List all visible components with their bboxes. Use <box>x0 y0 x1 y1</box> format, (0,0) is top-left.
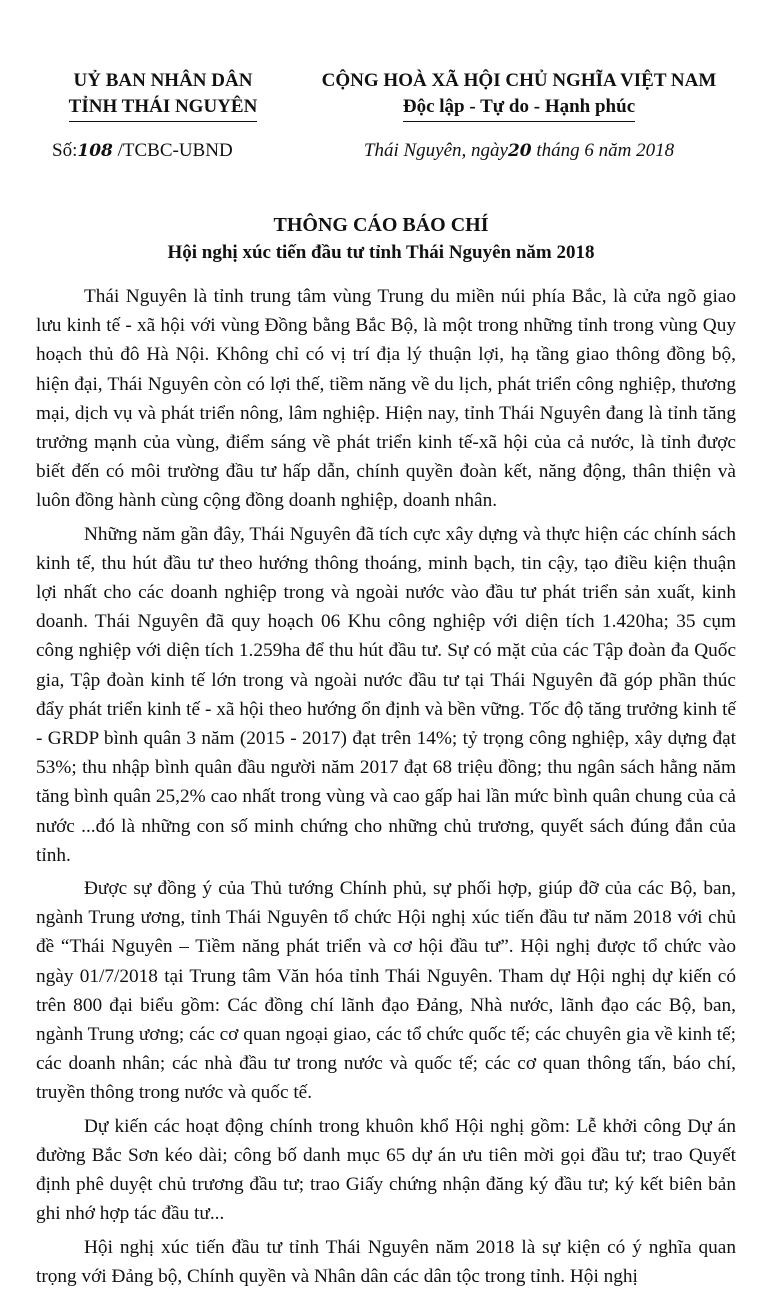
date-before: Thái Nguyên, ngày <box>363 140 508 161</box>
body-paragraph: Thái Nguyên là tỉnh trung tâm vùng Trung du miền núi phía Bắc, là cửa ngõ giao lưu kinh tế - xã hội với vùng Đồng bằng Bắc Bộ, là một trong những tỉnh trong vùng Quy hoạch thủ đô Hà Nội. Không chỉ có vị trí địa lý thuận lợi, hạ tầng giao thông đồng bộ, hiện đại, Thái Nguyên còn có lợi thế, tiềm năng về du lịch, phát triển công nghiệp, thương mại, dịch vụ và phát triển nông, lâm nghiệp. Hiện nay, tỉnh Thái Nguyên đang là tỉnh tăng trưởng mạnh của vùng, điểm sáng về phát triển kinh tế-xã hội của cả nước, là tỉnh được biết đến có môi trường đầu tư hấp dẫn, chính quyền đoàn kết, năng động, thân thiện và luôn đồng hành cùng cộng đồng doanh nghiệp, doanh nhân. <box>36 286 736 512</box>
national-header <box>296 68 742 122</box>
document-subtitle: Hội nghị xúc tiến đầu tư tỉnh Thái Nguyên năm 2018 <box>167 242 595 263</box>
agency-line-1: UỶ BAN NHÂN DÂN <box>73 70 253 91</box>
issuing-agency <box>28 68 298 122</box>
date-day-handwritten: 20 <box>507 141 532 161</box>
document-body <box>36 282 736 1295</box>
doc-number-suffix: /TCBC-UBND <box>117 140 233 161</box>
body-paragraph: Hội nghị xúc tiến đầu tư tỉnh Thái Nguyên năm 2018 là sự kiện có ý nghĩa quan trọng với Đảng bộ, Chính quyền và Nhân dân các dân tộc trong tỉnh. Hội nghị <box>36 1236 736 1287</box>
nation-motto: Độc lập - Tự do - Hạnh phúc <box>403 94 635 122</box>
nation-line-1: CỘNG HOÀ XÃ HỘI CHỦ NGHĨA VIỆT NAM <box>321 70 717 91</box>
date-after: tháng 6 năm 2018 <box>536 140 675 161</box>
body-paragraph: Dự kiến các hoạt động chính trong khuôn khổ Hội nghị gồm: Lễ khởi công Dự án đường Bắc Sơn kéo dài; công bố danh mục 65 dự án ưu tiên mời gọi đầu tư; trao Quyết định phê duyệt chủ trương đầu tư; trao Giấy chứng nhận đăng ký đầu tư; ký kết biên bản ghi nhớ hợp tác đầu tư... <box>36 1115 736 1225</box>
agency-line-2: TỈNH THÁI NGUYÊN <box>69 94 258 122</box>
body-paragraph: Những năm gần đây, Thái Nguyên đã tích cực xây dựng và thực hiện các chính sách kinh tế, thu hút đầu tư theo hướng thông thoáng, minh bạch, tin cậy, tạo điều kiện thuận lợi nhất cho các doanh nghiệp trong và ngoài nước vào đầu tư phát triển sản xuất, kinh doanh. Thái Nguyên đã quy hoạch 06 Khu công nghiệp với diện tích 1.420ha; 35 cụm công nghiệp với diện tích 1.259ha để thu hút đầu tư. Sự có mặt của các Tập đoàn đa Quốc gia, Tập đoàn kinh tế lớn trong và ngoài nước đầu tư tại Thái Nguyên đã góp phần thúc đẩy phát triển kinh tế - xã hội theo hướng ổn định và bền vững. Tốc độ tăng trưởng kinh tế - GRDP bình quân 3 năm (2015 - 2017) đạt trên 14%; tỷ trọng công nghiệp, xây dựng đạt 53%; thu nhập bình quân đầu người năm 2017 đạt 68 triệu đồng; thu ngân sách hằng năm tăng bình quân 25,2% cao nhất trong vùng và cao gấp hai lần mức bình quân chung của cả nước ...đó là những con số minh chứng cho những chủ trương, quyết sách đúng đắn của tỉnh. <box>36 523 736 866</box>
document-number <box>52 140 233 162</box>
body-paragraph: Được sự đồng ý của Thủ tướng Chính phủ, sự phối hợp, giúp đỡ của các Bộ, ban, ngành Trung ương, tỉnh Thái Nguyên tổ chức Hội nghị xúc tiến đầu tư năm 2018 với chủ đề “Thái Nguyên – Tiềm năng phát triển và cơ hội đầu tư”. Hội nghị được tổ chức vào ngày 01/7/2018 tại Trung tâm Văn hóa tỉnh Thái Nguyên. Tham dự Hội nghị dự kiến có trên 800 đại biểu gồm: Các đồng chí lãnh đạo Đảng, Nhà nước, lãnh đạo các Bộ, ban, ngành Trung ương; các cơ quan ngoại giao, các tổ chức quốc tế; các chuyên gia về kinh tế; các doanh nhân; các nhà đầu tư trong nước và quốc tế; các cơ quan thông tấn, báo chí, truyền thông trong nước và quốc tế. <box>36 878 736 1104</box>
doc-number-prefix: Số: <box>52 140 78 161</box>
document-title: THÔNG CÁO BÁO CHÍ <box>273 214 489 236</box>
doc-number-handwritten: 108 <box>77 141 113 161</box>
date-line <box>296 140 742 162</box>
